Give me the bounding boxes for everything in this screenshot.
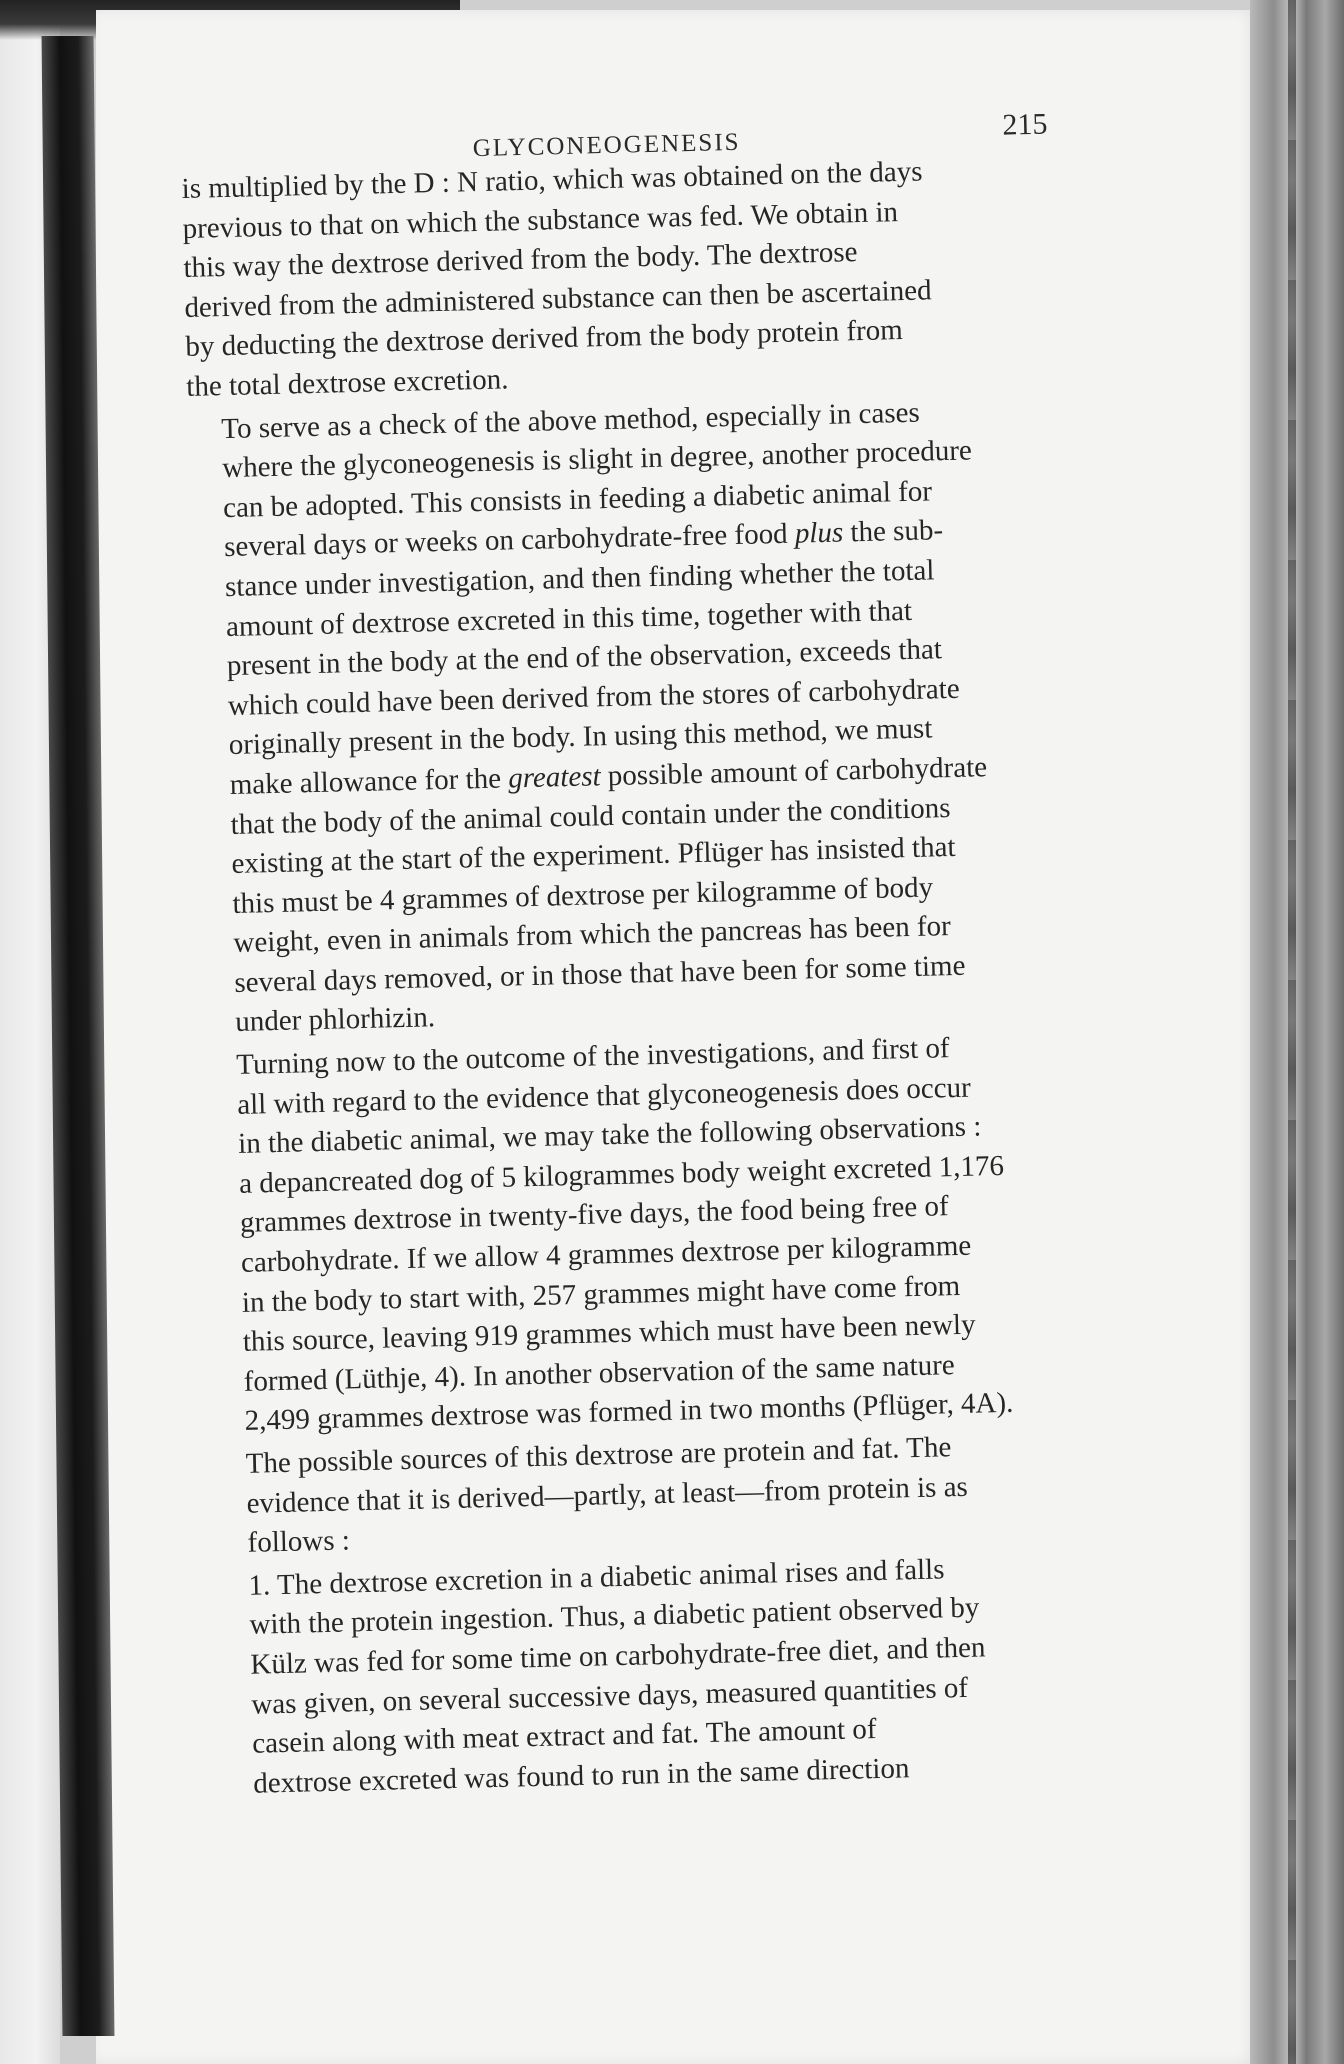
text-line: several days or weeks on carbohydrate-free food plus the sub- <box>223 514 944 564</box>
paragraph-1 <box>181 149 1086 408</box>
italic-word: greatest <box>507 760 601 795</box>
text-line: where the glyconeogenesis is slight in degree, another procedure <box>221 434 973 485</box>
text-line: which could have been derived from the stores of carbohydrate <box>227 672 961 722</box>
text-line: this way the dextrose derived from the body. The dextrose <box>183 236 858 285</box>
text-line: existing at the start of the experiment. Pflüger has insisted that <box>231 831 956 881</box>
text-line: follows : <box>247 1524 351 1559</box>
text-line: this must be 4 grammes of dextrose per kilogramme of body <box>232 871 934 920</box>
text-line: grammes dextrose in twenty-five days, the food being free of <box>239 1190 949 1240</box>
paragraph-4 <box>211 1424 1114 1564</box>
paragraph-2 <box>187 389 1102 1044</box>
text-line: The possible sources of this dextrose are protein and fat. The <box>245 1431 952 1480</box>
text-line: 2,499 grammes dextrose was formed in two months (Pflüger, 4A). <box>244 1387 1014 1438</box>
page-number: 215 <box>1002 107 1048 142</box>
text-line: under phlorhizin. <box>234 1001 436 1039</box>
text-line: casein along with meat extract and fat. The amount of <box>251 1713 877 1760</box>
text-line: amount of dextrose excreted in this time, together with that <box>225 594 913 643</box>
text-line: dextrose excreted was found to run in the same direction <box>252 1752 910 1800</box>
text-line: in the diabetic animal, we may take the following observations : <box>237 1110 982 1161</box>
italic-word: plus <box>794 516 844 550</box>
text-line: was given, on several successive days, measured quantities of <box>251 1671 969 1721</box>
text-line: stance under investigation, and then finding whether the total <box>224 554 935 604</box>
text-line: Külz was fed for some time on carbohydrate-free diet, and then <box>250 1631 986 1681</box>
text-line: make allowance for the greatest possible amount of carbohydrate <box>229 751 988 801</box>
paragraph-3 <box>202 1026 1111 1443</box>
paragraph-5 <box>214 1546 1119 1805</box>
text-line: derived from the administered substance can then be ascertained <box>184 274 932 324</box>
text-line: several days removed, or in those that have been for some time <box>234 949 966 999</box>
text-line: To serve as a check of the above method, especially in cases <box>220 396 921 445</box>
page-stack-edge <box>1250 0 1344 2064</box>
text-line: is multiplied by the D : N ratio, which was obtained on the days <box>181 155 923 205</box>
page-text-block <box>180 97 1120 1805</box>
text-line: present in the body at the end of the observation, exceeds that <box>226 633 943 683</box>
text-line: carbohydrate. If we allow 4 grammes dextrose per kilogramme <box>240 1229 972 1279</box>
text-line: can be adopted. This consists in feeding a diabetic animal for <box>222 475 933 524</box>
text-line: evidence that it is derived—partly, at least—from protein is as <box>246 1470 969 1520</box>
text-line: formed (Lüthje, 4). In another observation of the same nature <box>243 1348 956 1398</box>
text-line: with the protein ingestion. Thus, a diabetic patient observed by <box>249 1591 980 1642</box>
text-line: previous to that on which the substance was fed. We obtain in <box>182 195 899 245</box>
text-line: weight, even in animals from which the pancreas has been for <box>233 910 952 960</box>
text-line: all with regard to the evidence that glyconeogenesis does occur <box>236 1071 972 1121</box>
text-line: that the body of the animal could contain under the conditions <box>230 791 951 841</box>
text-line: the total dextrose excretion. <box>185 363 509 403</box>
text-line: this source, leaving 919 grammes which must have been newly <box>242 1308 976 1359</box>
text-line: 1. The dextrose excretion in a diabetic animal rises and falls <box>248 1553 945 1602</box>
text-line: originally present in the body. In using this method, we must <box>228 712 933 762</box>
text-line: by deducting the dextrose derived from the body protein from <box>185 314 904 364</box>
text-line: Turning now to the outcome of the investigations, and first of <box>235 1032 950 1081</box>
text-line: in the body to start with, 257 grammes might have come from <box>241 1269 961 1319</box>
text-line: a depancreated dog of 5 kilogrammes body weight excreted 1,176 <box>238 1149 1005 1200</box>
running-head: GLYCONEOGENESIS <box>472 128 741 163</box>
